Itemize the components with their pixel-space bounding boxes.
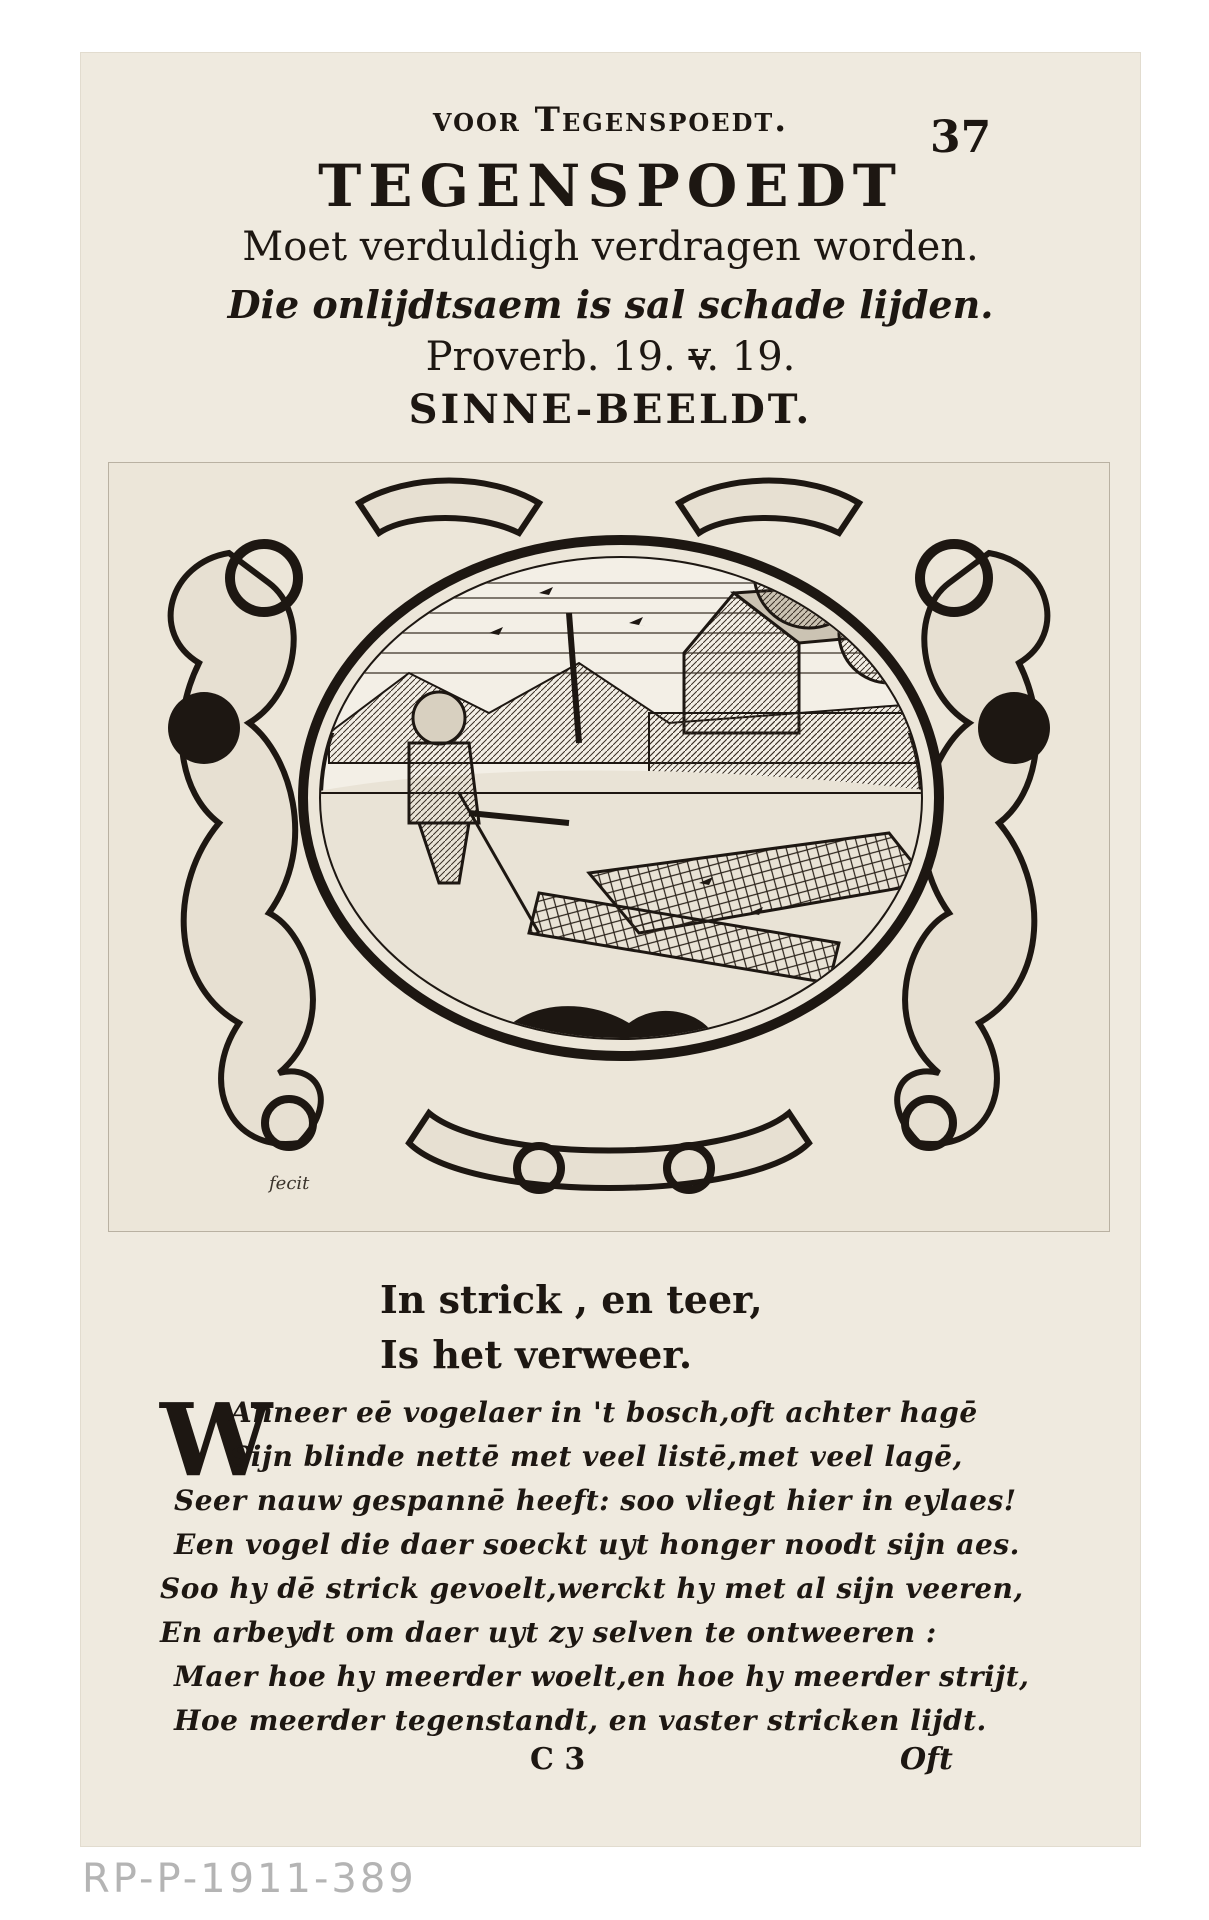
reference-verse: . 19. [706, 334, 796, 380]
page-number: 37 [930, 112, 992, 163]
signature-mark: C 3 [530, 1742, 586, 1777]
verse-line: Seer nauw gespannē heeft: soo vliegt hier in eylaes! [174, 1484, 1017, 1517]
verse-line: Soo hy dē strick gevoelt,werckt hy met al sijn veeren, [160, 1572, 1024, 1605]
verse-line: Een vogel die daer soeckt uyt honger noodt sijn aes. [174, 1528, 1020, 1561]
running-head: voor Tegenspoedt. [432, 100, 789, 140]
couplet-line-2: Is het verweer. [380, 1332, 693, 1377]
book-page [80, 52, 1141, 1847]
catchword: Oft [900, 1742, 953, 1777]
verse-line: Hoe meerder tegenstandt, en vaster stricken lijdt. [174, 1704, 987, 1737]
engraver-signature: fecit [269, 1173, 310, 1194]
verse-line: Anneer eē vogelaer in 't bosch,oft achter hagē [230, 1396, 978, 1429]
verse-line: Sijn blinde nettē met veel listē,met veel lagē, [230, 1440, 963, 1473]
verse-line: Maer hoe hy meerder woelt,en hoe hy meerder strijt, [174, 1660, 1030, 1693]
verse-mark: v [688, 334, 707, 380]
engraving-illustration [109, 463, 1109, 1231]
page-title: TEGENSPOEDT [318, 152, 903, 220]
subtitle: Moet verduldigh verdragen worden. [242, 224, 979, 270]
inventory-number: RP-P-1911-389 [82, 1856, 417, 1902]
motto: Die onlijdtsaem is sal schade lijden. [227, 282, 994, 327]
reference-book: Proverb. 19. [425, 334, 676, 380]
drop-cap: W [160, 1381, 273, 1499]
scripture-reference [80, 334, 1141, 380]
verse-line: En arbeydt om daer uyt zy selven te ontweeren : [160, 1616, 937, 1649]
emblem-label: SINNE-BEELDT. [408, 386, 813, 433]
couplet-line-1: In strick , en teer, [380, 1277, 763, 1322]
emblem-plate [108, 462, 1110, 1232]
